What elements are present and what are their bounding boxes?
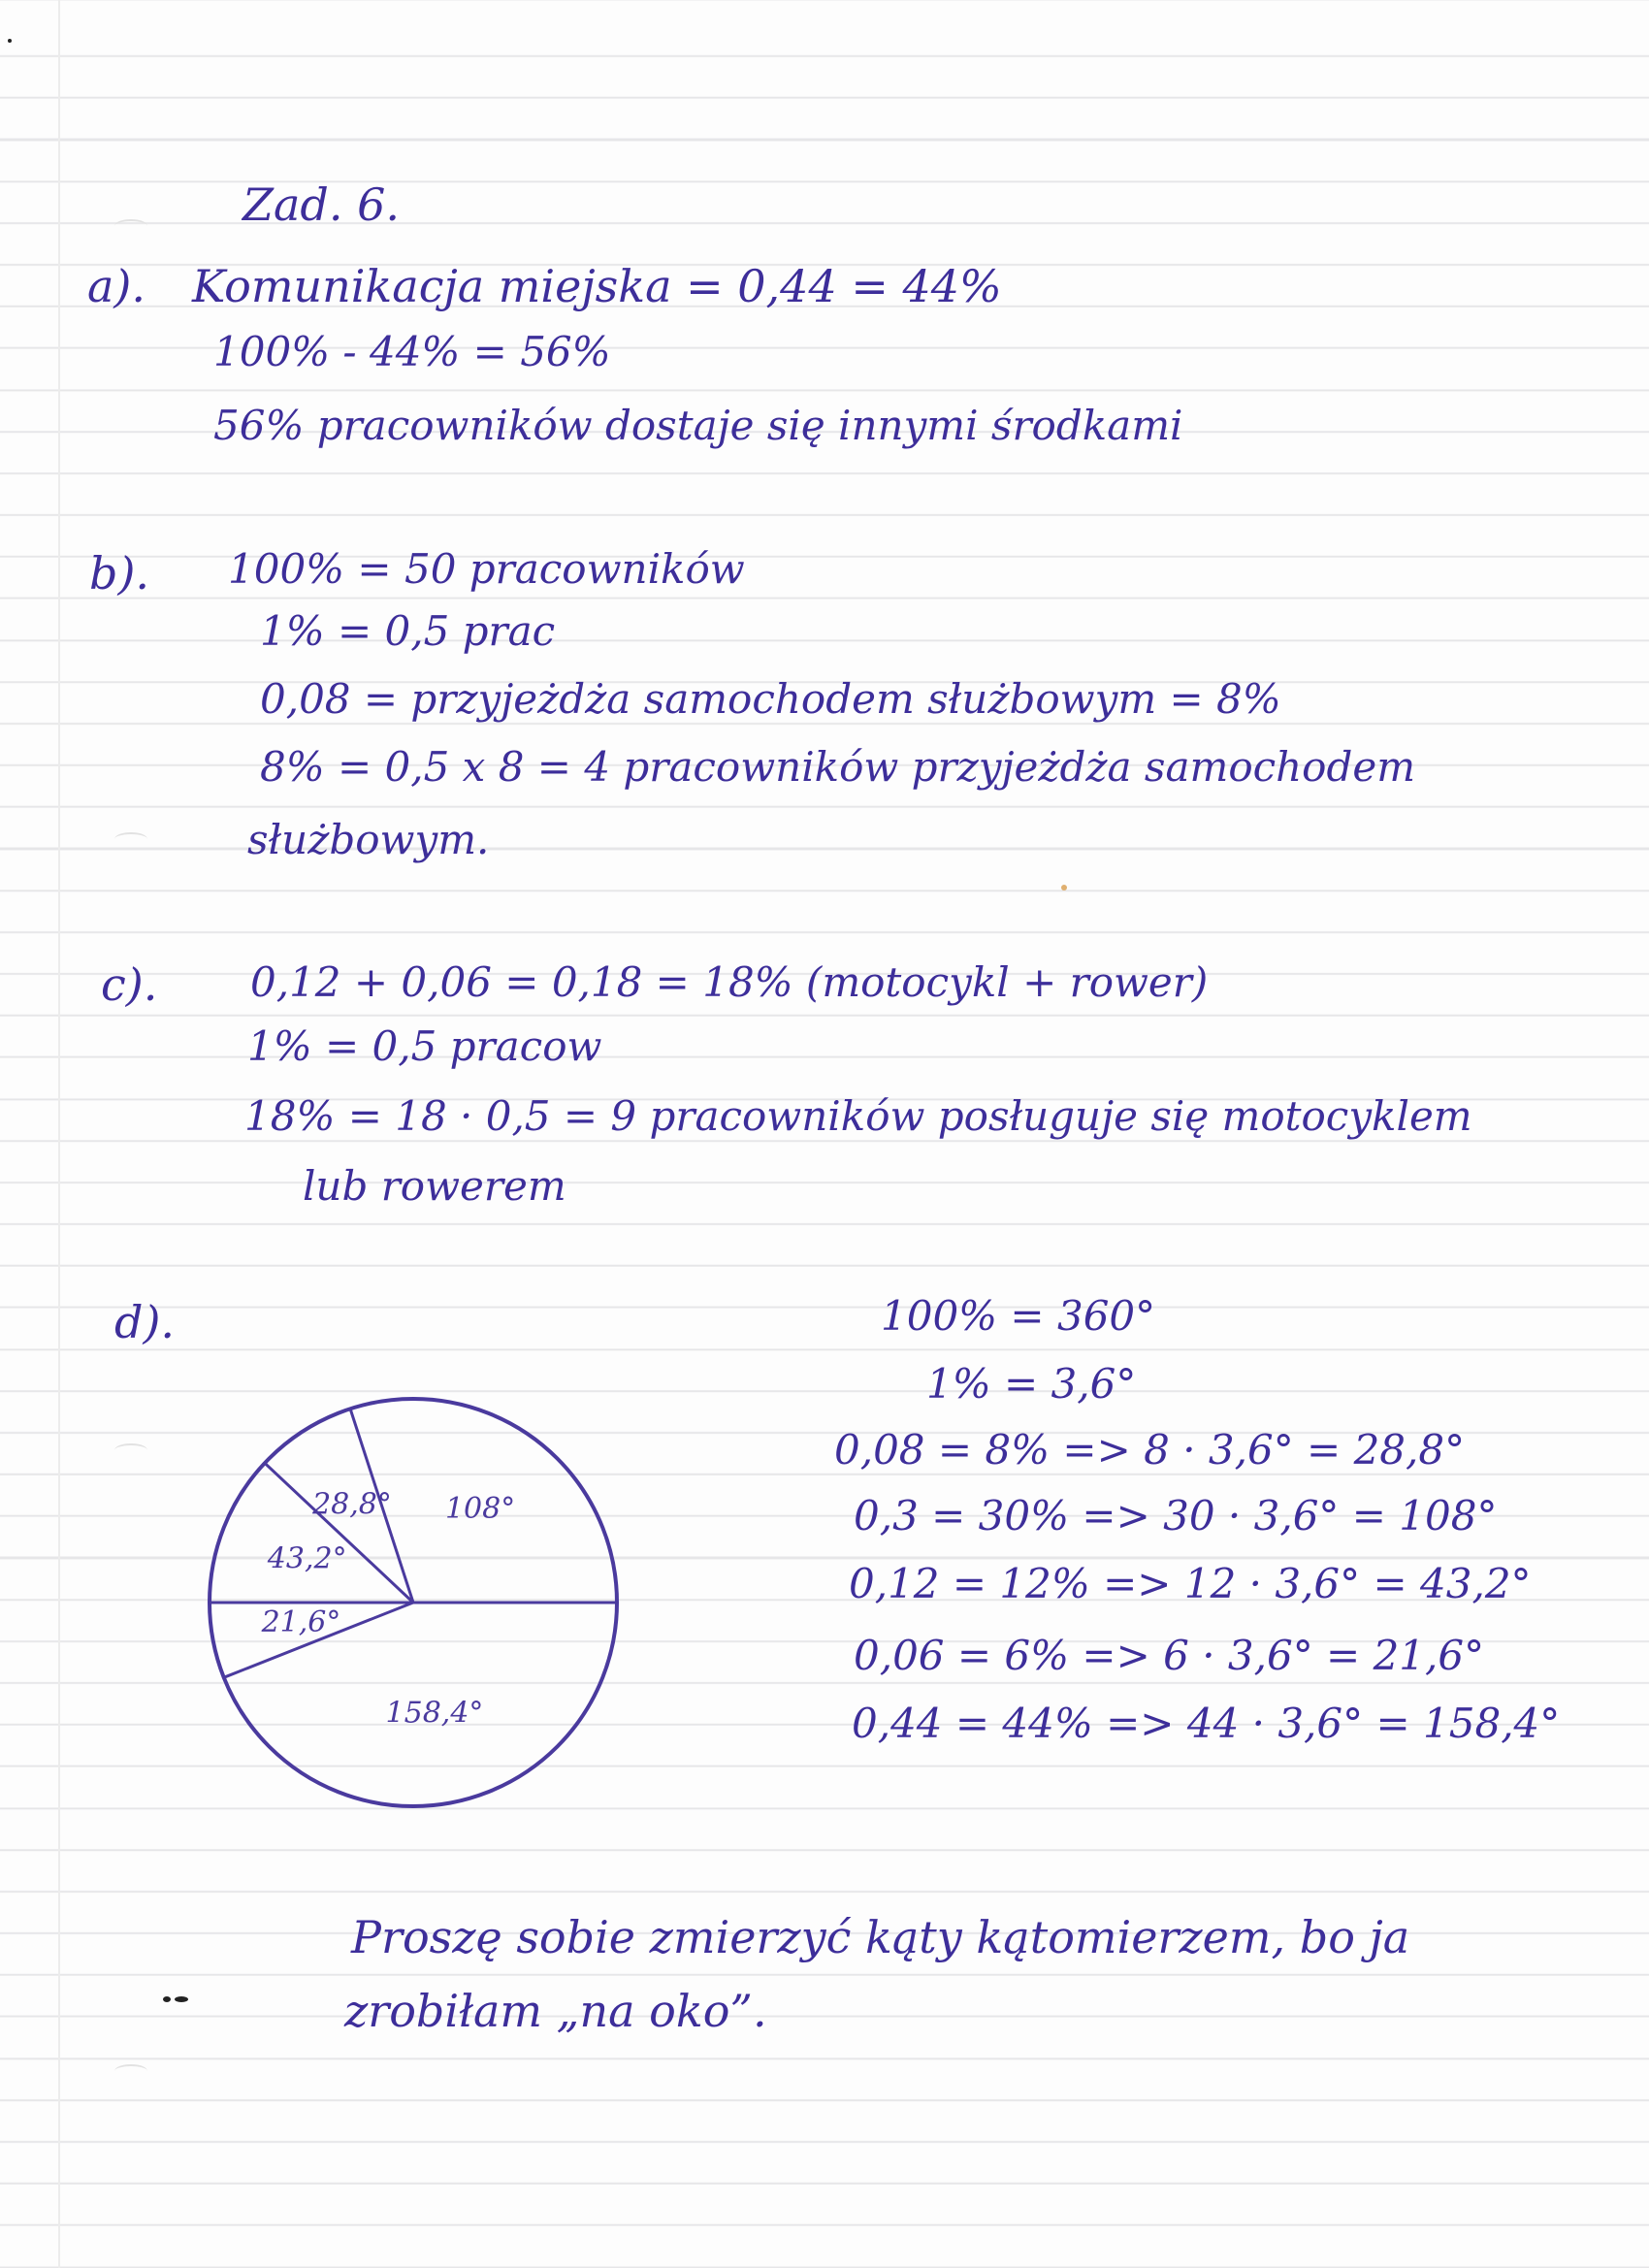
part-a-line-2: 100% - 44% = 56%	[213, 328, 611, 375]
part-c-line-2: 1% = 0,5 pracow	[247, 1022, 602, 1070]
pie-chart	[194, 1377, 640, 1824]
part-b-line-1: 100% = 50 pracowników	[228, 545, 745, 593]
calc-line-1: 100% = 360°	[881, 1292, 1156, 1340]
part-a-line-3: 56% pracowników dostaje się innymi środkami	[213, 402, 1183, 449]
part-b-line-2: 1% = 0,5 prac	[260, 607, 556, 655]
calc-line-6: 0,06 = 6% => 6 · 3,6° = 21,6°	[854, 1632, 1485, 1679]
note-line-1: Proszę sobie zmierzyć kąty kątomierzem, bo ja	[351, 1911, 1410, 1963]
part-c-label: c).	[101, 958, 158, 1011]
pie-slice-label: 43,2°	[267, 1541, 347, 1576]
part-b-line-3: 0,08 = przyjeżdża samochodem służbowym = 8%	[260, 675, 1281, 723]
calc-line-2: 1% = 3,6°	[926, 1360, 1137, 1408]
part-c-line-1: 0,12 + 0,06 = 0,18 = 18% (motocykl + rower)	[250, 958, 1209, 1006]
calc-line-7: 0,44 = 44% => 44 · 3,6° = 158,4°	[852, 1700, 1561, 1747]
pie-slice-label: 158,4°	[385, 1696, 484, 1731]
pie-slice-label: 21,6°	[261, 1605, 341, 1639]
calc-line-3: 0,08 = 8% => 8 · 3,6° = 28,8°	[834, 1426, 1466, 1474]
scan-speck	[8, 39, 12, 43]
punch-hole	[114, 1443, 147, 1457]
punch-hole	[114, 832, 147, 846]
pie-slice-label: 28,8°	[312, 1487, 392, 1522]
part-a-line-1: Komunikacja miejska = 0,44 = 44%	[192, 260, 1002, 312]
part-a-label: a).	[87, 260, 146, 312]
pie-slice-label: 108°	[444, 1491, 516, 1526]
calc-line-4: 0,3 = 30% => 30 · 3,6° = 108°	[854, 1492, 1498, 1539]
part-b-label: b).	[89, 547, 150, 599]
assignment-heading: Zad. 6.	[242, 178, 400, 231]
pie-lines	[210, 1399, 617, 1806]
part-c-line-4: lub rowerem	[303, 1162, 566, 1210]
punch-hole	[114, 2064, 147, 2078]
part-b-line-5: służbowym.	[247, 816, 490, 863]
scan-speck	[1061, 885, 1067, 891]
part-d-label: d).	[114, 1296, 176, 1348]
scan-speck	[175, 1996, 188, 2002]
part-c-line-3: 18% = 18 · 0,5 = 9 pracowników posługuje się motocyklem	[244, 1092, 1472, 1140]
punch-hole	[114, 219, 147, 233]
note-line-2: zrobiłam „na oko”.	[344, 1985, 767, 2037]
part-b-line-4: 8% = 0,5 x 8 = 4 pracowników przyjeżdża samochodem	[260, 743, 1416, 791]
scan-speck	[163, 1996, 171, 2002]
calc-line-5: 0,12 = 12% => 12 · 3,6° = 43,2°	[849, 1560, 1532, 1607]
margin-line	[58, 0, 60, 2268]
